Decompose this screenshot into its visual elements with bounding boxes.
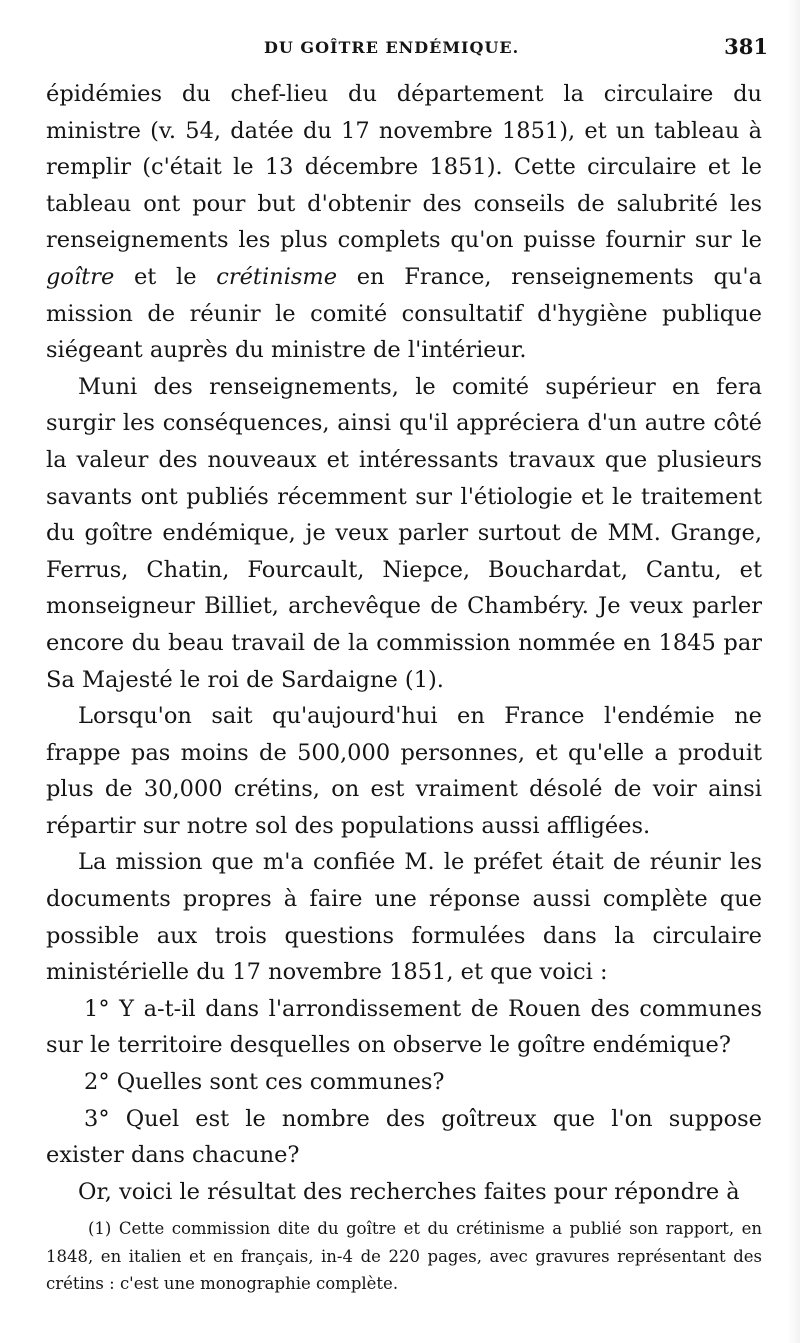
- footnote-area: [46, 1215, 762, 1298]
- paragraph-1: épidémies du chef-lieu du département la circulaire du ministre (v. 54, datée du 17 novembre 1851), et un tableau à remplir (c'était le 13 décembre 1851). Cette circulaire et le tableau ont pour but d'obtenir des conseils de salubrité les renseignements les plus complets qu'on puisse fournir sur le goître et le crétinisme en France, renseignements qu'a mission de réunir le comité consultatif d'hygiène publique siégeant auprès du ministre de l'intérieur.: [46, 81, 763, 364]
- running-title: DU GOÎTRE ENDÉMIQUE.: [264, 38, 520, 57]
- page-edge-shadow: [788, 0, 800, 1343]
- question-2: 2° Quelles sont ces communes?: [84, 1069, 445, 1096]
- paragraph-2: Muni des renseignements, le comité supérieur en fera surgir les conséquences, ainsi qu'il appréciera d'un autre côté la valeur des nouveaux et intéressants travaux que plusieurs savants ont publiés récemment sur l'étiologie et le traitement du goître endémique, je veux parler surtout de MM. Grange, Ferrus, Chatin, Fourcault, Niepce, Bouchardat, Cantu, et monseigneur Billiet, archevêque de Chambéry. Je veux parler encore du beau travail de la commission nommée en 1845 par Sa Majesté le roi de Sardaigne (1).: [46, 373, 762, 693]
- page-header: [0, 34, 800, 62]
- question-3: 3° Quel est le nombre des goîtreux que l'on suppose exister dans chacune?: [46, 1105, 762, 1169]
- emphasis-goitre: goître: [46, 263, 115, 290]
- page-number: 381: [724, 34, 768, 59]
- question-1: 1° Y a-t-il dans l'arrondissement de Rouen des communes sur le territoire desquelles on observe le goître endémique?: [46, 995, 762, 1059]
- footnote-1: (1) Cette commission dite du goître et du crétinisme a publié son rapport, en 1848, en italien et en français, in-4 de 220 pages, avec gravures représentant des crétins : c'est une monographie complète.: [46, 1219, 762, 1293]
- paragraph-4: La mission que m'a confiée M. le préfet était de réunir les documents propres à faire une réponse aussi complète que possible aux trois questions formulées dans la circulaire ministérielle du 17 novembre 1851, et que voici :: [46, 849, 762, 986]
- emphasis-cretinisme: crétinisme: [216, 263, 338, 290]
- paragraph-5: Or, voici le résultat des recherches faites pour répondre à: [78, 1178, 740, 1205]
- paragraph-3: Lorsqu'on sait qu'aujourd'hui en France l'endémie ne frappe pas moins de 500,000 personnes, et qu'elle a produit plus de 30,000 crétins, on est vraiment désolé de voir ainsi répartir sur notre sol des populations aussi affligées.: [46, 703, 762, 839]
- main-text: [46, 76, 762, 1210]
